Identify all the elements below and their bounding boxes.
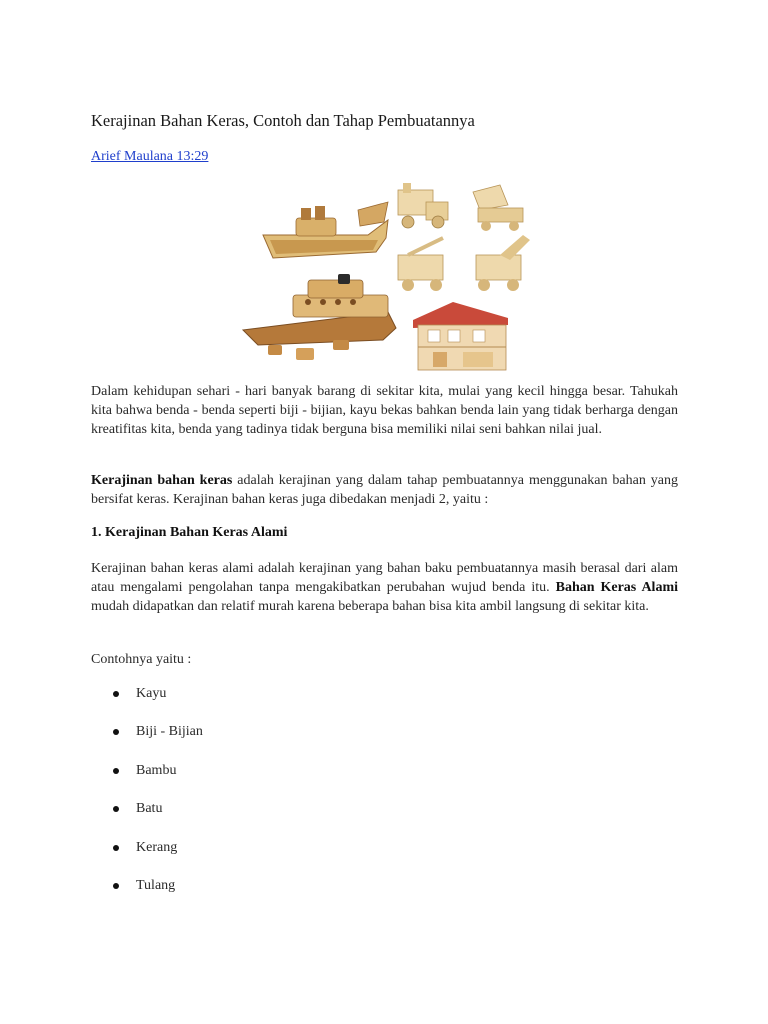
bullet-icon bbox=[113, 768, 119, 774]
bullet-icon bbox=[113, 806, 119, 812]
paragraph-definition bbox=[91, 471, 678, 509]
paragraph-alami bbox=[91, 559, 678, 616]
wooden-boat-icon bbox=[263, 202, 388, 258]
bullet-icon bbox=[113, 691, 119, 697]
section-heading: 1. Kerajinan Bahan Keras Alami bbox=[91, 525, 288, 540]
examples-intro: Contohnya yaitu : bbox=[91, 652, 192, 667]
wooden-crane-truck-icon bbox=[398, 238, 443, 291]
wooden-dollhouse-icon bbox=[413, 302, 508, 370]
alami-text-start: Kerajinan bahan keras alami adalah kerajinan yang bahan baku pembuatannya masih berasal dari alam atau mengalami pengolahan tanpa mengakibatkan perubahan wujud benda itu. bbox=[91, 561, 678, 595]
bold-term-kerajinan-bahan-keras: Kerajinan bahan keras bbox=[91, 473, 233, 488]
definition-text: adalah kerajinan yang dalam tahap pembuatannya menggunakan bahan yang bersifat keras. Kerajinan bahan keras juga dibedakan menjadi 2, yaitu : bbox=[91, 473, 678, 507]
bullet-icon bbox=[113, 729, 119, 735]
article-title: Kerajinan Bahan Keras, Contoh dan Tahap Pembuatannya bbox=[91, 111, 475, 130]
paragraph-intro: Dalam kehidupan sehari - hari banyak barang di sekitar kita, mulai yang kecil hingga besar. Tahukah kita bahwa benda - benda seperti biji - bijian, kayu bekas bahkan benda lain yang tidak berharga dengan kreatifitas kita, benda yang tadinya tidak berguna bisa memiliki nilai seni bahkan nilai jual. bbox=[91, 384, 678, 437]
alami-text-end: mudah didapatkan dan relatif murah karena beberapa bahan bisa kita ambil langsung di sekitar kita. bbox=[91, 599, 649, 614]
bullet-icon bbox=[113, 883, 119, 889]
bullet-icon bbox=[113, 845, 119, 851]
author-link[interactable]: Arief Maulana 13:29 bbox=[91, 149, 209, 164]
bold-term-bahan-keras-alami: Bahan Keras Alami bbox=[555, 580, 678, 595]
wooden-ferry-icon bbox=[243, 274, 396, 360]
wooden-dump-truck-icon bbox=[473, 185, 523, 231]
wooden-toys-image bbox=[238, 180, 538, 380]
wooden-excavator-icon bbox=[476, 235, 530, 291]
wooden-train-icon bbox=[398, 183, 448, 228]
document-page: Kerajinan Bahan Keras, Contoh dan Tahap Pembuatannya Arief Maulana 13:29 Dalam kehidupan sehari - hari banyak barang di sekitar kita, mulai yang kecil hingga besar. Tahukah kita bahwa benda - benda seperti biji - bijian, kayu bekas bahkan benda lain yang tidak berharga dengan kreatifitas kita, benda yang tadinya tidak berguna bisa memiliki nilai seni bahkan nilai jual. Kerajinan bahan keras adalah kerajinan yang dalam tahap pembuatannya menggunakan bahan yang bersifat keras. Kerajinan bahan keras juga dibedakan menjadi 2, yaitu : 1. Kerajinan Bahan Keras Alami Kerajinan bahan keras alami adalah kerajinan yang bahan baku pembuatannya masih berasal dari alam atau mengalami pengolahan tanpa mengakibatkan perubahan wujud benda itu. Bahan Keras Alami mudah didapatkan dan relatif murah karena beberapa bahan bisa kita ambil langsung di sekitar kita. Contohnya yaitu : Kayu Biji - Bijian Bambu Batu Kerang Tulang bbox=[91, 111, 678, 893]
